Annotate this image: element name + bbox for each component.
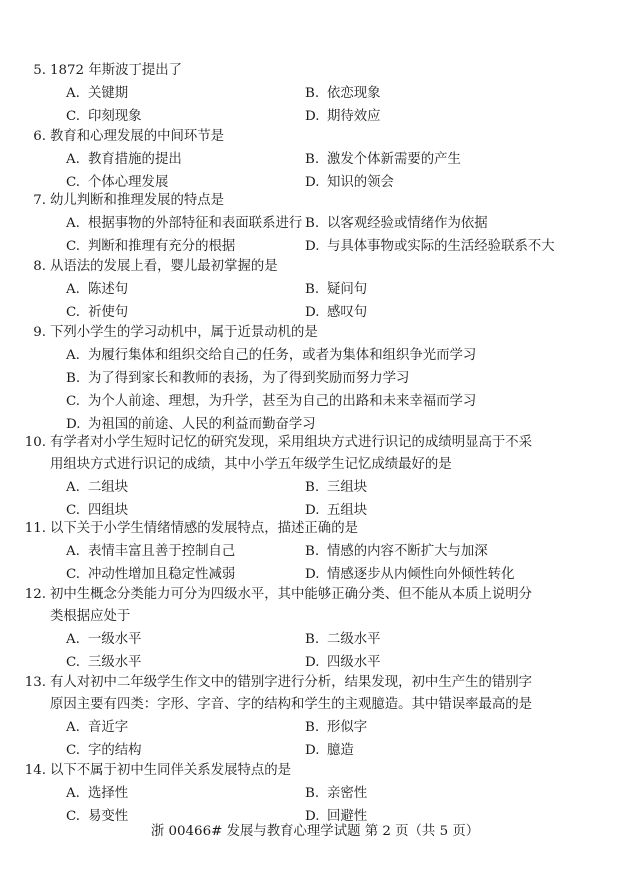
answer-option — [66, 82, 128, 105]
option-letter: B. — [305, 480, 320, 495]
option-letter: D. — [305, 743, 320, 758]
question-number: 9. — [33, 325, 46, 340]
option-letter: C. — [66, 567, 81, 582]
option-letter: C. — [66, 743, 81, 758]
option-text: 以客观经验或情绪作为依据 — [327, 216, 488, 231]
option-letter: C. — [66, 109, 81, 124]
question-stem — [22, 672, 617, 694]
question-stem-text: 用组块方式进行识记的成绩，其中小学五年级学生记忆成绩最好的是 — [50, 457, 452, 472]
option-text: 情感的内容不断扩大与加深 — [327, 544, 488, 559]
answer-option — [66, 716, 128, 739]
answer-option — [305, 278, 367, 301]
question-number: 12. — [24, 587, 46, 602]
answer-option — [66, 105, 142, 128]
option-text: 关键期 — [88, 86, 129, 101]
option-letter: D. — [305, 175, 320, 190]
option-text: 二级水平 — [327, 632, 381, 647]
option-letter: D. — [305, 809, 320, 824]
option-text: 冲动性增加且稳定性减弱 — [88, 567, 236, 582]
option-text: 回避性 — [327, 809, 368, 824]
option-text: 四级水平 — [327, 655, 381, 670]
option-text: 为祖国的前途、人民的利益而勤奋学习 — [88, 417, 316, 432]
answer-options — [22, 716, 617, 762]
option-text: 三级水平 — [88, 655, 142, 670]
option-row — [22, 278, 617, 301]
page-footer: 浙 00466# 发展与教育心理学试题 第 2 页（共 5 页） — [150, 824, 480, 839]
option-letter: C. — [66, 239, 81, 254]
question-stem-text: 教育和心理发展的中间环节是 — [50, 129, 225, 144]
option-text: 疑问句 — [327, 282, 368, 297]
option-row — [22, 367, 617, 390]
question-stem-text: 以下不属于初中生同伴关系发展特点的是 — [50, 763, 292, 778]
answer-options — [22, 212, 617, 258]
answer-options — [22, 148, 617, 194]
option-letter: D. — [305, 503, 320, 518]
option-text: 字的结构 — [88, 743, 142, 758]
option-text: 陈述句 — [88, 282, 129, 297]
option-letter: A. — [66, 282, 80, 297]
option-row — [22, 235, 617, 258]
question-number: 11. — [24, 521, 46, 536]
question-stem-text: 幼儿判断和推理发展的特点是 — [50, 193, 225, 208]
option-letter: D. — [305, 567, 320, 582]
question-stem-continuation — [22, 606, 617, 628]
question-item — [22, 518, 617, 586]
option-text: 选择性 — [88, 786, 129, 801]
option-letter: A. — [66, 152, 80, 167]
question-stem-text: 原因主要有四类：字形、字音、字的结构和学生的主观臆造。其中错误率最高的是 — [50, 697, 533, 712]
question-stem-text: 有学者对小学生短时记忆的研究发现，采用组块方式进行识记的成绩明显高于不采 — [50, 435, 533, 450]
option-row — [22, 651, 617, 674]
option-row — [22, 716, 617, 739]
question-item — [22, 584, 617, 674]
question-stem — [22, 256, 617, 278]
option-row — [22, 82, 617, 105]
option-text: 表情丰富且善于控制自己 — [88, 544, 236, 559]
question-item — [22, 60, 617, 128]
answer-option — [66, 476, 128, 499]
option-letter: C. — [66, 305, 81, 320]
answer-options — [22, 278, 617, 324]
answer-options — [22, 540, 617, 586]
question-stem-continuation — [22, 454, 617, 476]
question-stem — [22, 760, 617, 782]
answer-option — [66, 739, 142, 762]
answer-option — [305, 105, 381, 128]
question-number: 10. — [24, 435, 46, 450]
question-item — [22, 672, 617, 762]
option-letter: B. — [305, 152, 320, 167]
option-letter: A. — [66, 348, 80, 363]
option-letter: C. — [66, 503, 81, 518]
answer-option — [305, 235, 555, 258]
option-letter: C. — [66, 809, 81, 824]
answer-option — [66, 782, 128, 805]
option-text: 依恋现象 — [327, 86, 381, 101]
option-letter: A. — [66, 632, 80, 647]
question-stem — [22, 432, 617, 454]
question-stem-continuation — [22, 694, 617, 716]
option-row — [22, 301, 617, 324]
answer-option — [305, 82, 381, 105]
answer-options — [22, 628, 617, 674]
answer-option — [66, 212, 302, 235]
answer-option — [66, 148, 182, 171]
option-letter: D. — [305, 655, 320, 670]
option-text: 一级水平 — [88, 632, 142, 647]
option-text: 期待效应 — [327, 109, 381, 124]
option-letter: A. — [66, 86, 80, 101]
option-row — [22, 540, 617, 563]
answer-option — [66, 563, 235, 586]
answer-option — [66, 301, 128, 324]
answer-option — [66, 651, 142, 674]
option-text: 臆造 — [327, 743, 354, 758]
option-row — [22, 344, 617, 367]
question-stem — [22, 190, 617, 212]
option-letter: C. — [66, 655, 81, 670]
option-text: 情感逐步从内倾性向外倾性转化 — [327, 567, 515, 582]
answer-options — [22, 82, 617, 128]
option-letter: D. — [66, 417, 81, 432]
question-item — [22, 760, 617, 828]
answer-option — [66, 390, 476, 413]
option-text: 判断和推理有充分的根据 — [88, 239, 236, 254]
option-text: 根据事物的外部特征和表面联系进行 — [88, 216, 303, 231]
option-text: 五组块 — [327, 503, 368, 518]
question-item — [22, 126, 617, 194]
question-number: 6. — [33, 129, 46, 144]
option-letter: B. — [305, 544, 320, 559]
answer-option — [305, 739, 354, 762]
question-stem — [22, 126, 617, 148]
option-letter: B. — [305, 720, 320, 735]
option-letter: B. — [66, 371, 81, 386]
option-text: 与具体事物或实际的生活经验联系不大 — [327, 239, 555, 254]
option-text: 知识的领会 — [327, 175, 394, 190]
question-stem — [22, 60, 617, 82]
option-text: 祈使句 — [88, 305, 129, 320]
option-text: 三组块 — [327, 480, 368, 495]
answer-options — [22, 476, 617, 522]
option-row — [22, 105, 617, 128]
answer-option — [305, 716, 367, 739]
option-row — [22, 476, 617, 499]
answer-options — [22, 344, 617, 436]
answer-option — [305, 651, 381, 674]
option-letter: A. — [66, 786, 80, 801]
answer-option — [305, 148, 461, 171]
option-row — [22, 563, 617, 586]
option-text: 印刻现象 — [88, 109, 142, 124]
option-letter: B. — [305, 86, 320, 101]
option-text: 激发个体新需要的产生 — [327, 152, 461, 167]
option-letter: A. — [66, 720, 80, 735]
answer-option — [305, 628, 381, 651]
answer-option — [305, 212, 488, 235]
question-item — [22, 256, 617, 324]
answer-option — [305, 782, 367, 805]
answer-option — [66, 540, 235, 563]
question-item — [22, 322, 617, 436]
option-text: 教育措施的提出 — [88, 152, 182, 167]
option-text: 四组块 — [88, 503, 129, 518]
question-item — [22, 432, 617, 522]
answer-option — [305, 540, 488, 563]
answer-option — [305, 476, 367, 499]
option-row — [22, 628, 617, 651]
question-stem — [22, 322, 617, 344]
answer-option — [66, 344, 476, 367]
option-letter: B. — [305, 216, 320, 231]
option-text: 个体心理发展 — [88, 175, 169, 190]
question-number: 14. — [24, 763, 46, 778]
question-number: 5. — [33, 63, 46, 78]
answer-option — [305, 563, 514, 586]
option-letter: A. — [66, 480, 80, 495]
answer-option — [66, 278, 128, 301]
answer-option — [305, 301, 367, 324]
option-letter: D. — [305, 109, 320, 124]
option-text: 形似字 — [327, 720, 368, 735]
option-text: 易变性 — [88, 809, 129, 824]
question-item — [22, 190, 617, 258]
answer-option — [66, 235, 235, 258]
option-row — [22, 148, 617, 171]
answer-option — [66, 367, 409, 390]
option-letter: D. — [305, 239, 320, 254]
question-stem-text: 有人对初中二年级学生作文中的错别字进行分析，结果发现，初中生产生的错别字 — [50, 675, 533, 690]
option-letter: B. — [305, 282, 320, 297]
answer-option — [66, 628, 142, 651]
option-letter: A. — [66, 544, 80, 559]
option-text: 为了得到家长和教师的表扬，为了得到奖励而努力学习 — [88, 371, 410, 386]
question-stem-text: 初中生概念分类能力可分为四级水平，其中能够正确分类、但不能从本质上说明分 — [50, 587, 533, 602]
option-text: 二组块 — [88, 480, 129, 495]
option-letter: C. — [66, 394, 81, 409]
question-stem-text: 类根据应处于 — [50, 609, 131, 624]
option-text: 亲密性 — [327, 786, 368, 801]
option-row — [22, 212, 617, 235]
option-row — [22, 390, 617, 413]
question-stem — [22, 518, 617, 540]
option-letter: A. — [66, 216, 80, 231]
question-number: 8. — [33, 259, 46, 274]
question-stem — [22, 584, 617, 606]
question-stem-text: 1872 年斯波丁提出了 — [50, 63, 183, 78]
option-text: 为个人前途、理想，为升学，甚至为自己的出路和未来幸福而学习 — [88, 394, 477, 409]
option-letter: B. — [305, 786, 320, 801]
option-text: 感叹句 — [327, 305, 368, 320]
option-letter: C. — [66, 175, 81, 190]
option-letter: B. — [305, 632, 320, 647]
question-stem-text: 下列小学生的学习动机中，属于近景动机的是 — [50, 325, 318, 340]
option-text: 音近字 — [88, 720, 129, 735]
question-stem-text: 以下关于小学生情绪情感的发展特点，描述正确的是 — [50, 521, 358, 536]
question-stem-text: 从语法的发展上看，婴儿最初掌握的是 — [50, 259, 278, 274]
option-text: 为履行集体和组织交给自己的任务，或者为集体和组织争光而学习 — [88, 348, 477, 363]
option-row — [22, 782, 617, 805]
question-number: 13. — [24, 675, 46, 690]
option-letter: D. — [305, 305, 320, 320]
question-number: 7. — [33, 193, 46, 208]
option-row — [22, 739, 617, 762]
